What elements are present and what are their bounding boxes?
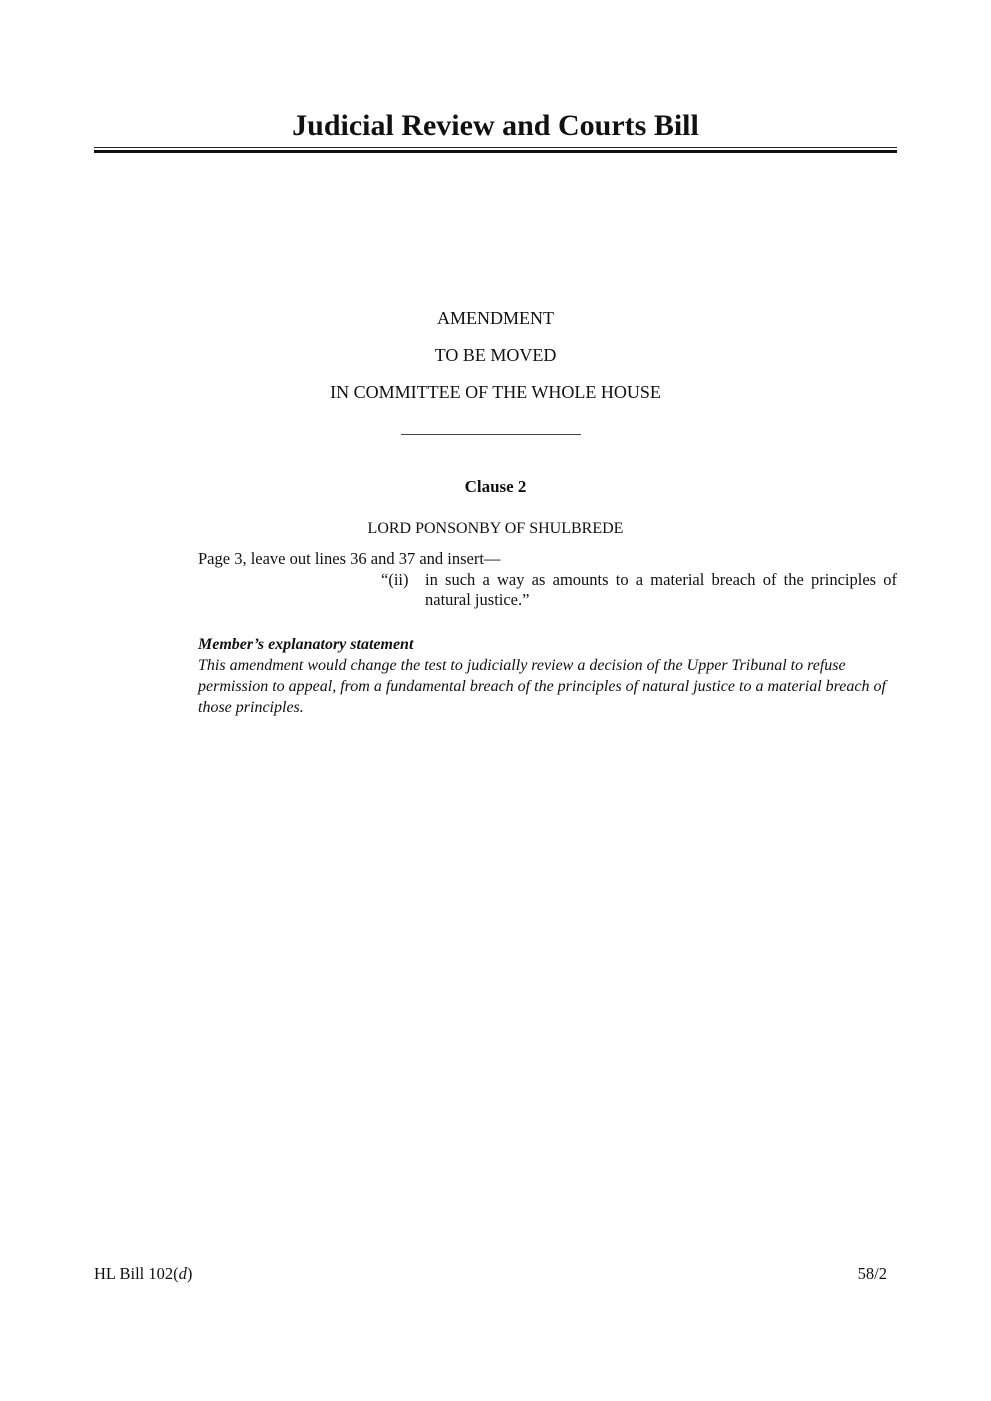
section-divider [401, 434, 581, 435]
amendment-instruction: Page 3, leave out lines 36 and 37 and insert— [198, 549, 501, 568]
title-rule-thin [94, 147, 897, 148]
amendment-heading: AMENDMENT [437, 308, 554, 328]
document-title: Judicial Review and Courts Bill [292, 109, 699, 142]
bill-reference [94, 1264, 192, 1284]
clause-heading: Clause 2 [464, 477, 527, 496]
insert-paragraph-number: “(ii) [381, 570, 409, 589]
title-rule-thick [94, 150, 897, 153]
insert-paragraph-text: in such a way as amounts to a material breach of the principles of natural justice.” [425, 570, 897, 609]
explanatory-statement-text: This amendment would change the test to judicially review a decision of the Upper Tribunal to refuse permission to appeal, from a fundamental breach of the principles of natural justice to a material breach of those principles. [198, 657, 886, 716]
bill-reference-suffix: ) [186, 1264, 193, 1283]
inserted-text-block [381, 570, 897, 610]
committee-heading: IN COMMITTEE OF THE WHOLE HOUSE [330, 382, 661, 402]
page-reference: 58/2 [857, 1264, 887, 1283]
bill-reference-letter: d [178, 1264, 187, 1283]
member-name: LORD PONSONBY OF SHULBREDE [367, 520, 624, 537]
explanatory-statement-heading: Member’s explanatory statement [198, 636, 414, 653]
bill-reference-prefix: HL Bill 102( [94, 1264, 179, 1283]
to-be-moved-heading: TO BE MOVED [434, 345, 557, 365]
explanatory-statement [198, 634, 898, 718]
